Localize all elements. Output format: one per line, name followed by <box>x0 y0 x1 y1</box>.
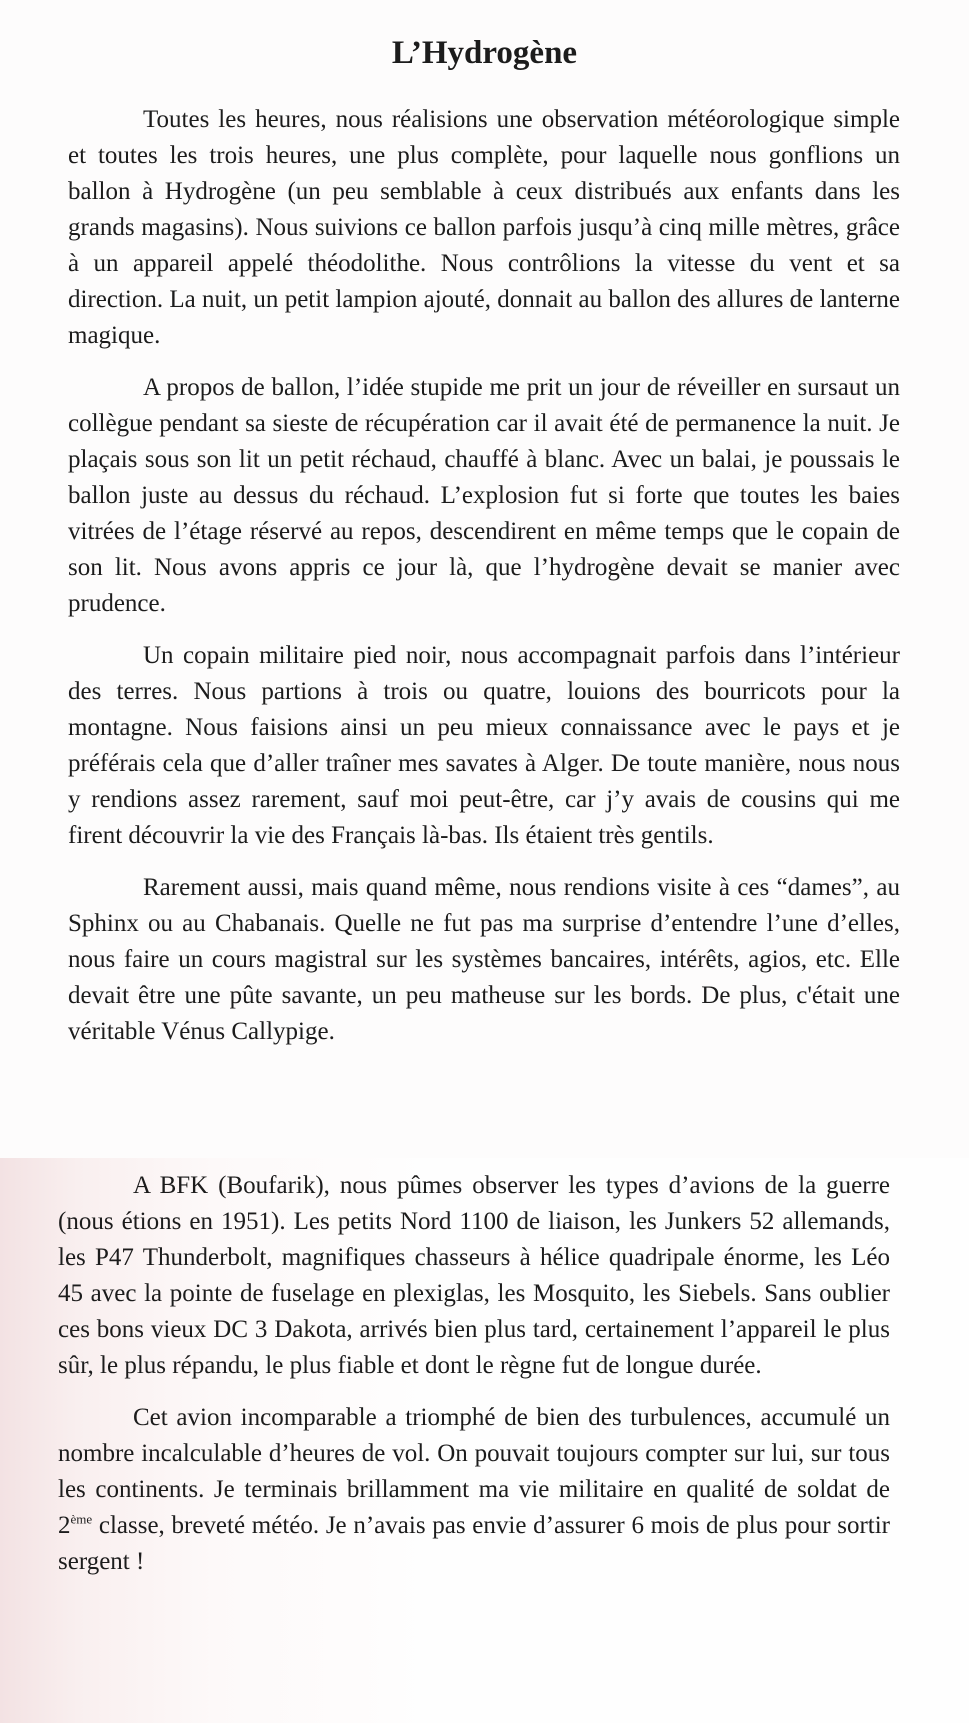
lower-text-block <box>58 1168 890 1596</box>
conclusion-text-end: classe, breveté météo. Je n’avais pas envie d’assurer 6 mois de plus pour sortir sergent ! <box>58 1512 890 1575</box>
paragraph-balloon-explosion: A propos de ballon, l’idée stupide me prit un jour de réveiller en sursaut un collègue pendant sa sieste de récupération car il avait été de permanence la nuit. Je plaçais sous son lit un petit réchaud, chauffé à blanc. Avec un balai, je poussais le ballon juste au dessus du réchaud. L’explosion fut si forte que toutes les baies vitrées de l’étage réservé au repos, descendirent en même temps que le copain de son lit. Nous avons appris ce jour là, que l’hydrogène devait se manier avec prudence. <box>68 374 900 617</box>
paragraph-weather-observations: Toutes les heures, nous réalisions une observation météorologique simple et toutes les trois heures, une plus complète, pour laquelle nous gonflions un ballon à Hydrogène (un peu semblable à ceux distribués aux enfants dans les grands magasins). Nous suivions ce ballon parfois jusqu’à cinq mille mètres, grâce à un appareil appelé théodolithe. Nous contrôlions la vitesse du vent et sa direction. La nuit, un petit lampion ajouté, donnait au ballon des allures de lanterne magique. <box>68 106 900 349</box>
paragraph-dakota-conclusion <box>58 1400 890 1580</box>
upper-text-block <box>68 102 900 1066</box>
paragraph-aircraft-types: A BFK (Boufarik), nous pûmes observer les types d’avions de la guerre (nous étions en 1951). Les petits Nord 1100 de liaison, les Junkers 52 allemands, les P47 Thunderbolt, magnifiques chasseurs à hélice quadripale énorme, les Léo 45 avec la pointe de fuselage en plexiglas, les Mosquito, les Siebels. Sans oublier ces bons vieux DC 3 Dakota, arrivés bien plus tard, certainement l’appareil le plus sûr, le plus répandu, le plus fiable et dont le règne fut de longue durée. <box>58 1172 890 1379</box>
paragraph-countryside-trips: Un copain militaire pied noir, nous accompagnait parfois dans l’intérieur des terres. Nous partions à trois ou quatre, louions des bourricots pour la montagne. Nous faisions ainsi un peu mieux connaissance avec le pays et je préférais cela que d’aller traîner mes savates à Alger. De toute manière, nous nous y rendions assez rarement, sauf moi peut-être, car j’y avais de cousins qui me firent découvrir la vie des Français là-bas. Ils étaient très gentils. <box>68 642 900 849</box>
page-title: L’Hydrogène <box>391 35 578 71</box>
paragraph-ladies-visit: Rarement aussi, mais quand même, nous rendions visite à ces “dames”, au Sphinx ou au Chabanais. Quelle ne fut pas ma surprise d’entendre l’une d’elles, nous faire un cours magistral sur les systèmes bancaires, intérêts, agios, etc. Elle devait être une pûte savante, un peu matheuse sur les bords. De plus, c'était une véritable Vénus Callypige. <box>68 874 900 1045</box>
conclusion-text-start: Cet avion incomparable a triomphé de bien des turbulences, accumulé un nombre incalculable d’heures de vol. On pouvait toujours compter sur lui, sur tous les continents. Je terminais brillamment ma vie militaire en qualité de soldat de 2 <box>58 1404 890 1539</box>
ordinal-superscript: ème <box>70 1511 93 1527</box>
